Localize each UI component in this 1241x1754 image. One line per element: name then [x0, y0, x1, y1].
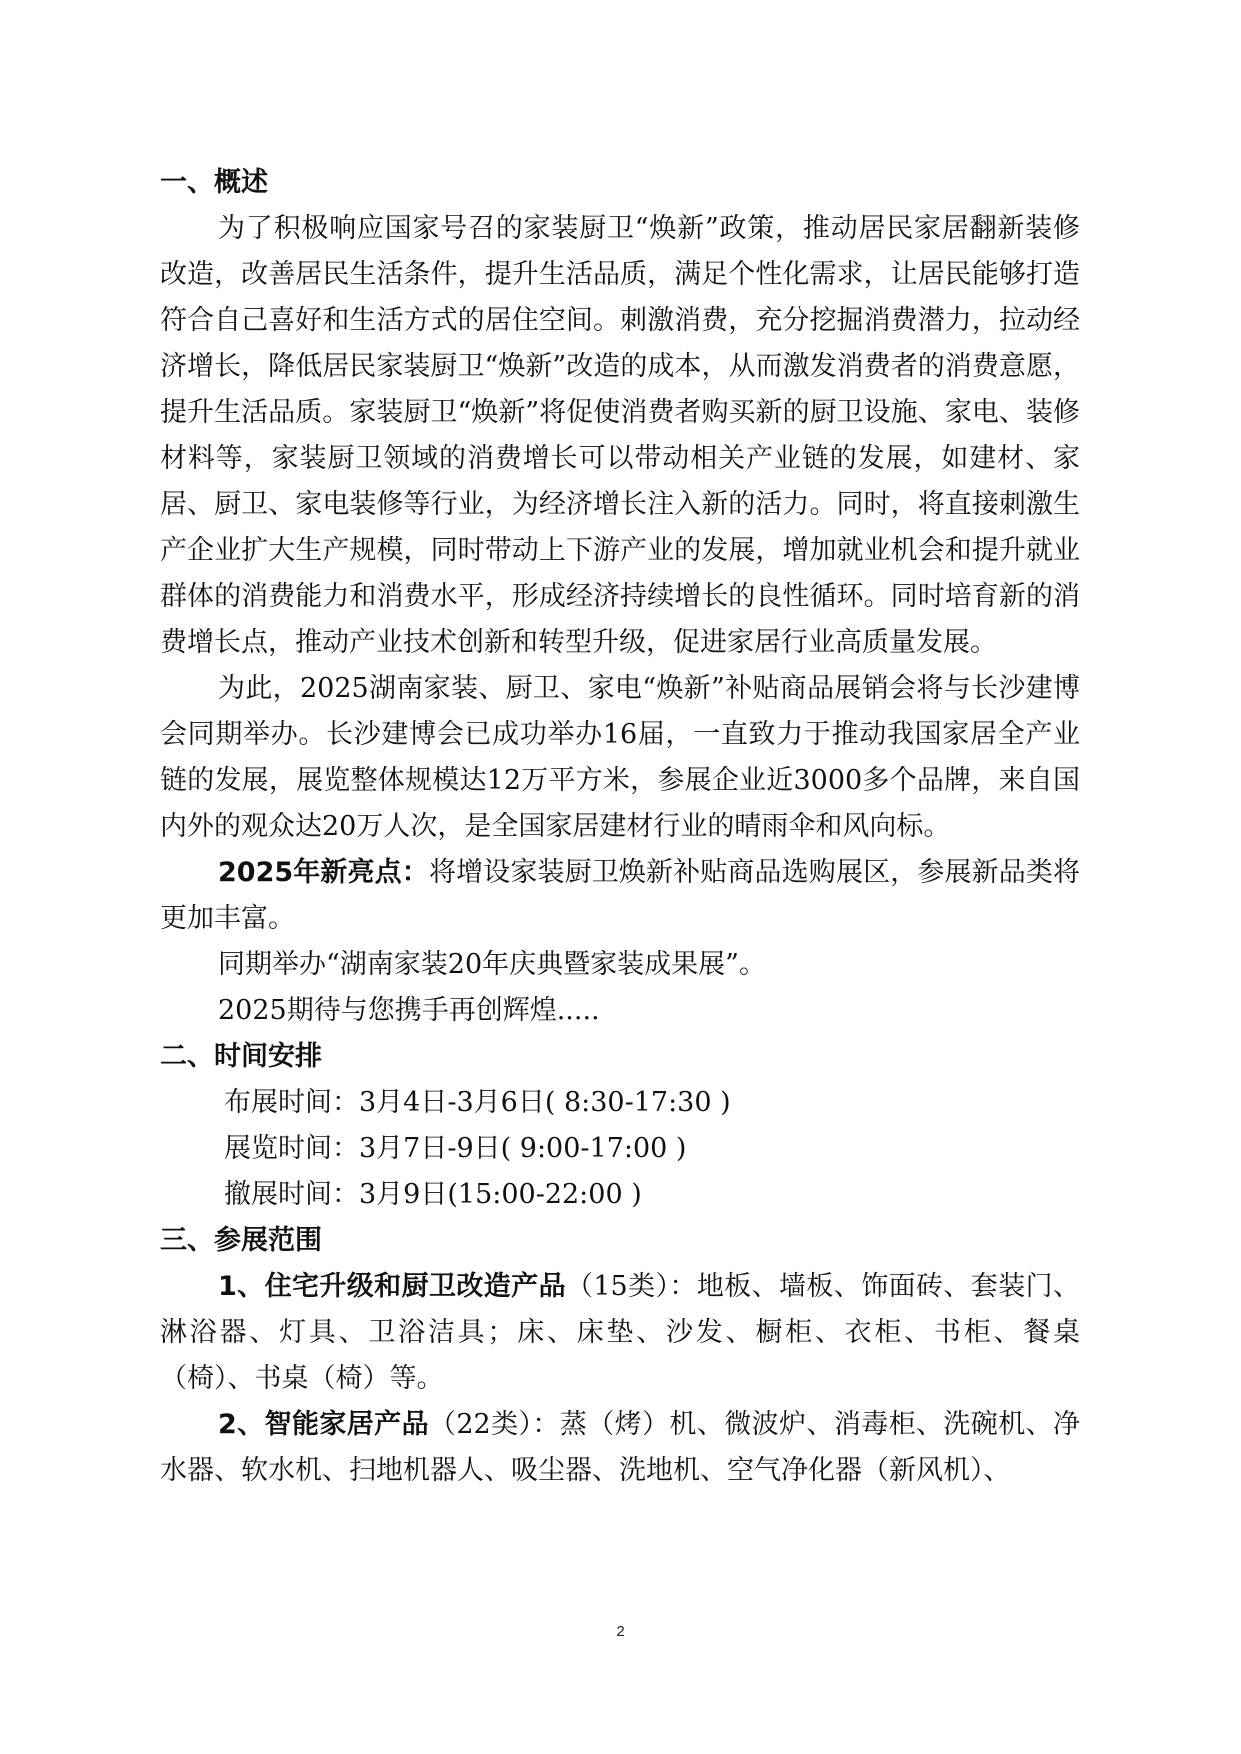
section-heading-schedule: 二、时间安排	[160, 1041, 322, 1072]
scope-item-1	[160, 1264, 1080, 1402]
schedule-exhibition-time: 展览时间：3月7日-9日( 9:00-17:00 )	[224, 1133, 687, 1164]
highlight-label: 2025年新亮点：	[218, 857, 429, 888]
page-number: 2	[616, 1623, 625, 1640]
overview-highlight-paragraph	[160, 850, 1080, 942]
schedule-setup-time: 布展时间：3月4日-3月6日( 8:30-17:30 )	[224, 1087, 731, 1118]
section-heading-scope: 三、参展范围	[160, 1225, 322, 1256]
page-content	[160, 160, 1080, 1494]
scope-item-1-label: 1、住宅升级和厨卫改造产品	[218, 1271, 566, 1302]
scope-item-2	[160, 1402, 1080, 1494]
overview-paragraph-2: 为此，2025湖南家装、厨卫、家电“焕新”补贴商品展销会将与长沙建博会同期举办。长沙建博会已成功举办16届，一直致力于推动我国家居全产业链的发展，展览整体规模达12万平方米，参展企业近3000多个品牌，来自国内外的观众达20万人次，是全国家居建材行业的晴雨伞和风向标。	[160, 673, 1080, 842]
highlight-text: 将增设家装厨卫焕新补贴商品选购展区，参展新品类将更加丰富。	[160, 857, 1081, 934]
overview-paragraph-4: 同期举办“湖南家装20年庆典暨家装成果展”。	[218, 949, 766, 980]
scope-item-2-label: 2、智能家居产品	[218, 1409, 429, 1440]
overview-paragraph-1: 为了积极响应国家号召的家装厨卫“焕新”政策，推动居民家居翻新装修改造，改善居民生活条件，提升生活品质，满足个性化需求，让居民能够打造符合自己喜好和生活方式的居住空间。刺激消费，充分挖掘消费潜力，拉动经济增长，降低居民家装厨卫“焕新”改造的成本，从而激发消费者的消费意愿，提升生活品质。家装厨卫“焕新”将促使消费者购买新的厨卫设施、家电、装修材料等，家装厨卫领域的消费增长可以带动相关产业链的发展，如建材、家居、厨卫、家电装修等行业，为经济增长注入新的活力。同时，将直接刺激生产企业扩大生产规模，同时带动上下游产业的发展，增加就业机会和提升就业群体的消费能力和消费水平，形成经济持续增长的良性循环。同时培育新的消费增长点，推动产业技术创新和转型升级，促进家居行业高质量发展。	[160, 213, 1080, 658]
scope-item-2-text: （22类）：蒸（烤）机、微波炉、消毒柜、洗碗机、净水器、软水机、扫地机器人、吸尘器、洗地机、空气净化器（新风机）、	[160, 1409, 1080, 1486]
overview-paragraph-5: 2025期待与您携手再创辉煌.....	[218, 995, 600, 1026]
section-heading-overview: 一、概述	[160, 167, 268, 198]
scope-item-1-text: （15类）：地板、墙板、饰面砖、套装门、淋浴器、灯具、卫浴洁具；床、床垫、沙发、橱柜、衣柜、书柜、餐桌（椅）、书桌（椅）等。	[160, 1271, 1080, 1394]
schedule-teardown-time: 撤展时间：3月9日(15:00-22:00 )	[224, 1179, 642, 1210]
